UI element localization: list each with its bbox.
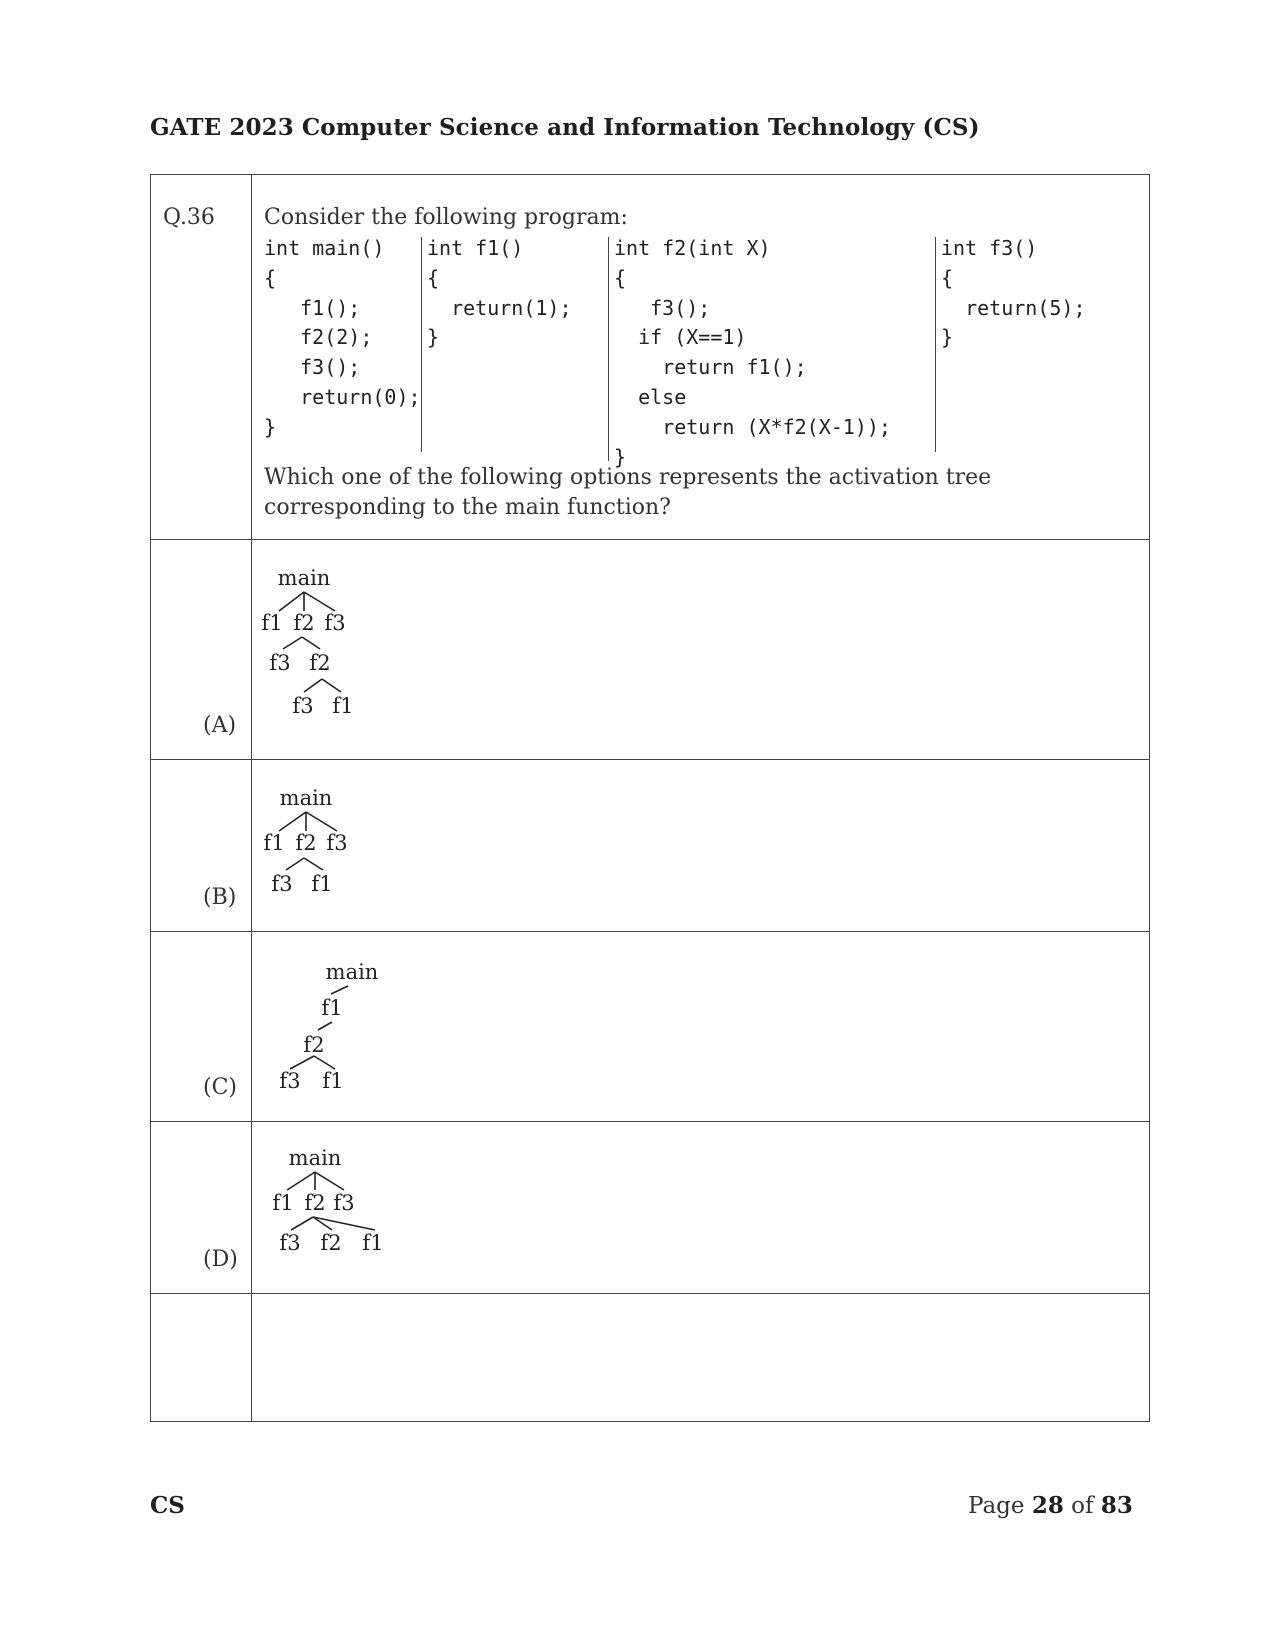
tree-edge	[314, 1056, 335, 1069]
tree-node: f1	[311, 872, 333, 896]
column-divider	[251, 175, 252, 1421]
question-table	[150, 174, 1150, 1422]
tree-node: f3	[324, 611, 346, 635]
tree-node: f2	[303, 1033, 325, 1057]
code-f2: int f2(int X) { f3(); if (X==1) return f1(); else return (X*f2(X-1)); }	[614, 236, 891, 469]
tree-node: main	[325, 960, 379, 984]
tree-edge	[315, 1172, 344, 1190]
code-separator	[608, 237, 609, 461]
tree-node: f2	[293, 611, 315, 635]
tree-edge	[279, 592, 304, 611]
page-current: 28	[1031, 1492, 1064, 1519]
footer-subject: CS	[150, 1492, 185, 1519]
code-separator	[935, 237, 936, 452]
tree-edge	[318, 1022, 332, 1030]
tree-node: f1	[321, 996, 343, 1020]
row-divider	[151, 759, 1149, 760]
tree-node: f2	[295, 831, 317, 855]
tree-edge	[286, 858, 304, 870]
page-total: 83	[1100, 1492, 1133, 1519]
tree-edge	[304, 858, 323, 870]
tree-edge	[304, 592, 335, 611]
tree-node: f1	[263, 831, 285, 855]
question-prompt: Which one of the following options represents the activation tree corresponding to the main function?	[264, 465, 992, 520]
code-main: int main() { f1(); f2(2); f3(); return(0); }	[264, 236, 421, 439]
tree-node: f3	[279, 1069, 301, 1093]
tree-node: f1	[322, 1069, 344, 1093]
code-f1: int f1() { return(1); }	[427, 236, 572, 350]
row-divider	[151, 1121, 1149, 1122]
page-header-title: GATE 2023 Computer Science and Information Technology (CS)	[150, 114, 980, 141]
tree-edge	[306, 812, 337, 831]
tree-node: main	[277, 566, 331, 590]
tree-node: f3	[326, 831, 348, 855]
tree-edge	[287, 1172, 315, 1190]
tree-node: main	[279, 786, 333, 810]
tree-edge	[331, 986, 348, 994]
tree-node: f3	[292, 694, 314, 718]
tree-edge	[322, 679, 341, 692]
question-intro: Consider the following program:	[264, 205, 628, 230]
tree-node: f1	[272, 1191, 294, 1215]
row-divider	[151, 1293, 1149, 1294]
tree-node: f3	[333, 1191, 355, 1215]
tree-node: f2	[309, 651, 331, 675]
tree-node: f2	[320, 1231, 342, 1255]
row-divider	[151, 931, 1149, 932]
tree-node: f3	[271, 872, 293, 896]
tree-node: f2	[304, 1191, 326, 1215]
tree-edge	[290, 1056, 314, 1069]
tree-node: f1	[362, 1231, 384, 1255]
tree-edge	[279, 812, 306, 831]
question-number: Q.36	[163, 205, 215, 230]
option-d-label: (D)	[203, 1247, 238, 1272]
tree-edge	[302, 637, 320, 649]
option-b-tree	[257, 773, 457, 913]
tree-node: f1	[261, 611, 283, 635]
option-c-tree	[257, 947, 477, 1107]
tree-node: f3	[279, 1231, 301, 1255]
code-f3: int f3() { return(5); }	[941, 236, 1086, 350]
tree-node: main	[288, 1146, 342, 1170]
tree-edge	[291, 1217, 313, 1230]
tree-edge	[283, 637, 302, 649]
option-a-label: (A)	[203, 713, 237, 738]
tree-node: f3	[269, 651, 291, 675]
option-b-label: (B)	[203, 885, 237, 910]
option-a-tree	[257, 555, 457, 740]
page-prefix: Page	[968, 1493, 1025, 1519]
footer-page-number	[968, 1492, 1133, 1519]
tree-edge	[304, 679, 322, 692]
tree-node: f1	[332, 694, 354, 718]
row-divider	[151, 539, 1149, 540]
code-separator	[421, 237, 422, 452]
option-d-tree	[257, 1137, 477, 1277]
page-of: of	[1071, 1493, 1094, 1519]
option-c-label: (C)	[203, 1075, 237, 1100]
